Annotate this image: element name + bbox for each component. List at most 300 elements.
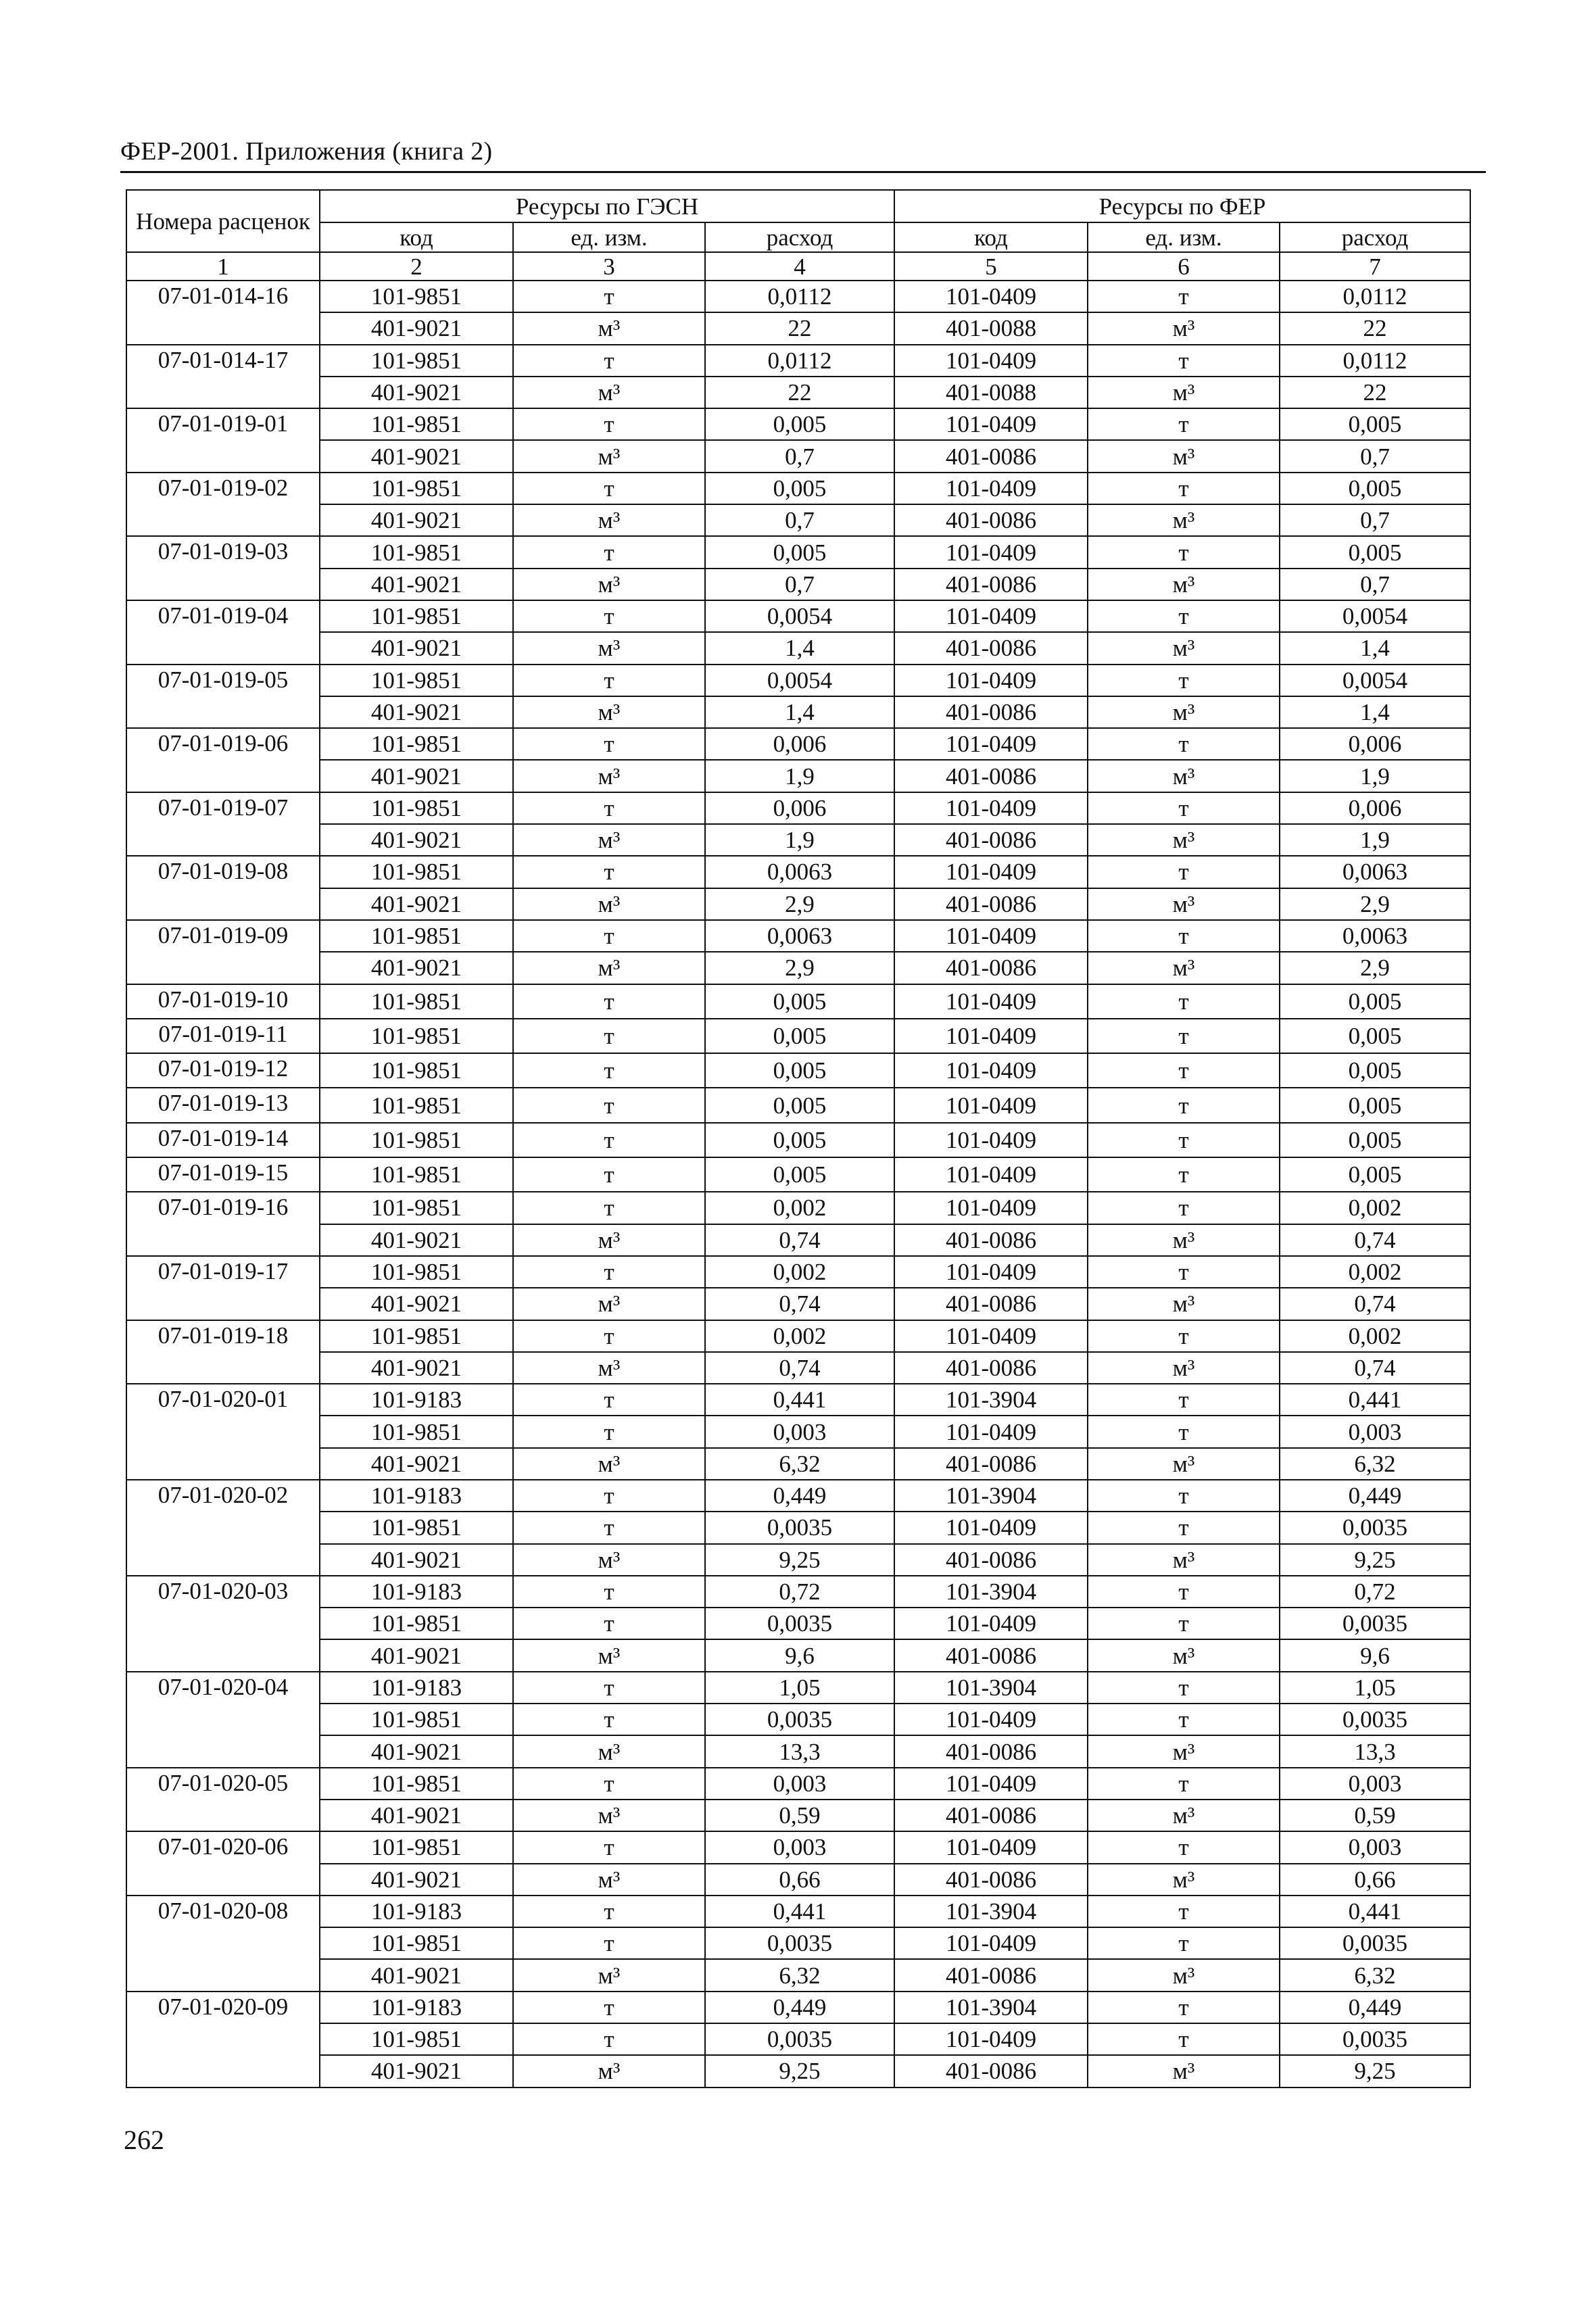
gesn-unit-cell: т	[513, 345, 705, 377]
fer-unit-cell: м³	[1088, 440, 1280, 472]
fer-qty-cell: 0,0063	[1280, 920, 1470, 952]
fer-qty-cell: 22	[1280, 312, 1470, 344]
gesn-qty-cell: 0,0035	[705, 1704, 894, 1735]
table-row	[126, 1256, 1470, 1288]
gesn-unit-cell: т	[513, 1576, 705, 1608]
gesn-code-cell: 101-9183	[320, 1672, 513, 1704]
gesn-unit-cell: т	[513, 281, 705, 312]
table-row	[126, 473, 1470, 504]
gesn-code-cell: 101-9851	[320, 920, 513, 952]
gesn-qty-cell: 0,0112	[705, 345, 894, 377]
fer-code-cell: 401-0086	[894, 952, 1088, 984]
gesn-code-cell: 401-9021	[320, 1352, 513, 1384]
gesn-code-cell: 401-9021	[320, 312, 513, 344]
gesn-qty-cell: 22	[705, 377, 894, 408]
gesn-code-cell: 401-9021	[320, 888, 513, 920]
rate-number-cell: 07-01-019-18	[126, 1320, 320, 1384]
table-row	[126, 1959, 1470, 1991]
fer-qty-cell: 13,3	[1280, 1735, 1470, 1767]
rate-number-cell: 07-01-020-03	[126, 1576, 320, 1672]
gesn-unit-cell: т	[513, 1831, 705, 1863]
fer-qty-cell: 0,74	[1280, 1288, 1470, 1320]
gesn-qty-cell: 0,0035	[705, 1927, 894, 1959]
gesn-unit-cell: м³	[513, 2055, 705, 2087]
fer-code-cell: 101-0409	[894, 536, 1088, 568]
gesn-unit-cell: м³	[513, 1864, 705, 1896]
fer-code-cell: 401-0086	[894, 1448, 1088, 1480]
gesn-code-cell: 401-9021	[320, 1448, 513, 1480]
gesn-unit-cell: т	[513, 1019, 705, 1053]
resources-table	[126, 189, 1471, 2088]
gesn-qty-cell: 0,005	[705, 1088, 894, 1122]
rate-number-cell: 07-01-019-01	[126, 408, 320, 473]
fer-unit-cell: м³	[1088, 760, 1280, 792]
fer-code-cell: 401-0086	[894, 2055, 1088, 2087]
fer-unit-cell: т	[1088, 665, 1280, 696]
gesn-code-cell: 101-9851	[320, 792, 513, 824]
fer-code-cell: 401-0086	[894, 504, 1088, 536]
gesn-unit-cell: т	[513, 856, 705, 888]
gesn-qty-cell: 9,25	[705, 2055, 894, 2087]
col-number: 1	[126, 252, 320, 281]
table-row	[126, 408, 1470, 440]
rate-number-cell: 07-01-019-14	[126, 1123, 320, 1157]
fer-code-cell: 401-0086	[894, 1288, 1088, 1320]
fer-qty-cell: 0,005	[1280, 473, 1470, 504]
gesn-qty-cell: 0,005	[705, 536, 894, 568]
gesn-unit-cell: т	[513, 1157, 705, 1192]
gesn-code-cell: 401-9021	[320, 1735, 513, 1767]
fer-code-cell: 401-0086	[894, 1639, 1088, 1671]
fer-code-cell: 101-0409	[894, 1157, 1088, 1192]
table-row	[126, 440, 1470, 472]
gesn-unit-cell: м³	[513, 1288, 705, 1320]
gesn-unit-cell: м³	[513, 1639, 705, 1671]
gesn-qty-cell: 0,002	[705, 1256, 894, 1288]
fer-code-cell: 401-0088	[894, 312, 1088, 344]
col-header-gesn-code: код	[320, 222, 513, 252]
gesn-code-cell: 101-9851	[320, 2023, 513, 2055]
fer-qty-cell: 9,6	[1280, 1639, 1470, 1671]
rate-number-cell: 07-01-019-02	[126, 473, 320, 537]
fer-code-cell: 401-0086	[894, 1735, 1088, 1767]
gesn-unit-cell: т	[513, 728, 705, 760]
fer-qty-cell: 0,006	[1280, 728, 1470, 760]
fer-unit-cell: т	[1088, 1480, 1280, 1512]
gesn-code-cell: 101-9851	[320, 408, 513, 440]
fer-code-cell: 101-0409	[894, 1927, 1088, 1959]
fer-unit-cell: м³	[1088, 1224, 1280, 1256]
table-row	[126, 1053, 1470, 1088]
fer-qty-cell: 0,66	[1280, 1864, 1470, 1896]
group-header-fer: Ресурсы по ФЕР	[894, 190, 1470, 222]
gesn-qty-cell: 1,4	[705, 632, 894, 664]
gesn-code-cell: 101-9851	[320, 1608, 513, 1639]
fer-code-cell: 401-0086	[894, 1959, 1088, 1991]
fer-unit-cell: м³	[1088, 632, 1280, 664]
rate-number-cell: 07-01-019-06	[126, 728, 320, 792]
fer-qty-cell: 0,0035	[1280, 1927, 1470, 1959]
rate-number-cell: 07-01-019-12	[126, 1053, 320, 1088]
gesn-code-cell: 101-9851	[320, 1320, 513, 1352]
gesn-qty-cell: 6,32	[705, 1959, 894, 1991]
table-row	[126, 984, 1470, 1019]
gesn-code-cell: 101-9851	[320, 984, 513, 1019]
fer-code-cell: 101-0409	[894, 1053, 1088, 1088]
gesn-unit-cell: м³	[513, 1959, 705, 1991]
fer-qty-cell: 1,4	[1280, 696, 1470, 728]
gesn-code-cell: 401-9021	[320, 1288, 513, 1320]
table-row	[126, 1544, 1470, 1576]
fer-unit-cell: м³	[1088, 824, 1280, 856]
fer-qty-cell: 0,002	[1280, 1256, 1470, 1288]
table-row	[126, 1320, 1470, 1352]
fer-code-cell: 101-0409	[894, 792, 1088, 824]
table-row	[126, 1224, 1470, 1256]
fer-qty-cell: 1,4	[1280, 632, 1470, 664]
fer-unit-cell: т	[1088, 792, 1280, 824]
fer-qty-cell: 0,003	[1280, 1831, 1470, 1863]
gesn-unit-cell: т	[513, 1768, 705, 1800]
fer-unit-cell: т	[1088, 345, 1280, 377]
fer-qty-cell: 0,0112	[1280, 281, 1470, 312]
gesn-code-cell: 101-9851	[320, 1704, 513, 1735]
fer-unit-cell: т	[1088, 1192, 1280, 1224]
gesn-unit-cell: м³	[513, 377, 705, 408]
fer-code-cell: 101-0409	[894, 984, 1088, 1019]
gesn-unit-cell: м³	[513, 888, 705, 920]
table-row	[126, 1384, 1470, 1416]
fer-unit-cell: т	[1088, 1384, 1280, 1416]
gesn-code-cell: 401-9021	[320, 1639, 513, 1671]
gesn-code-cell: 101-9851	[320, 345, 513, 377]
gesn-unit-cell: т	[513, 1192, 705, 1224]
fer-qty-cell: 0,7	[1280, 504, 1470, 536]
fer-code-cell: 101-0409	[894, 1831, 1088, 1863]
gesn-qty-cell: 0,0063	[705, 856, 894, 888]
table-row	[126, 536, 1470, 568]
gesn-code-cell: 101-9851	[320, 1123, 513, 1157]
table-row	[126, 632, 1470, 664]
fer-unit-cell: м³	[1088, 888, 1280, 920]
gesn-code-cell: 101-9183	[320, 1480, 513, 1512]
table-row	[126, 952, 1470, 984]
table-row	[126, 1704, 1470, 1735]
rate-number-cell: 07-01-019-08	[126, 856, 320, 920]
fer-code-cell: 101-0409	[894, 1019, 1088, 1053]
fer-code-cell: 101-3904	[894, 1384, 1088, 1416]
fer-qty-cell: 0,0054	[1280, 600, 1470, 632]
page-header-title: ФЕР-2001. Приложения (книга 2)	[120, 137, 493, 166]
gesn-unit-cell: т	[513, 1672, 705, 1704]
table-row	[126, 1192, 1470, 1224]
fer-unit-cell: м³	[1088, 377, 1280, 408]
gesn-qty-cell: 0,0063	[705, 920, 894, 952]
gesn-code-cell: 101-9851	[320, 281, 513, 312]
fer-unit-cell: м³	[1088, 312, 1280, 344]
fer-qty-cell: 0,0112	[1280, 345, 1470, 377]
gesn-unit-cell: т	[513, 1608, 705, 1639]
fer-qty-cell: 22	[1280, 377, 1470, 408]
rate-number-cell: 07-01-019-10	[126, 984, 320, 1019]
table-row	[126, 1831, 1470, 1863]
gesn-code-cell: 101-9851	[320, 1192, 513, 1224]
fer-unit-cell: м³	[1088, 504, 1280, 536]
fer-code-cell: 401-0086	[894, 632, 1088, 664]
fer-code-cell: 401-0086	[894, 569, 1088, 600]
table-row	[126, 1672, 1470, 1704]
rate-number-cell: 07-01-020-01	[126, 1384, 320, 1480]
fer-unit-cell: м³	[1088, 1448, 1280, 1480]
rate-number-cell: 07-01-020-06	[126, 1831, 320, 1896]
fer-unit-cell: м³	[1088, 1352, 1280, 1384]
rate-number-cell: 07-01-019-16	[126, 1192, 320, 1256]
fer-qty-cell: 0,003	[1280, 1416, 1470, 1447]
table-row	[126, 1639, 1470, 1671]
fer-code-cell: 401-0086	[894, 1544, 1088, 1576]
table-row	[126, 1288, 1470, 1320]
gesn-unit-cell: т	[513, 1123, 705, 1157]
gesn-qty-cell: 0,59	[705, 1800, 894, 1831]
gesn-qty-cell: 0,005	[705, 1053, 894, 1088]
table-row	[126, 1352, 1470, 1384]
gesn-qty-cell: 0,002	[705, 1320, 894, 1352]
fer-code-cell: 101-0409	[894, 2023, 1088, 2055]
fer-unit-cell: м³	[1088, 1800, 1280, 1831]
fer-qty-cell: 0,449	[1280, 1992, 1470, 2023]
gesn-code-cell: 101-9851	[320, 473, 513, 504]
gesn-qty-cell: 1,9	[705, 760, 894, 792]
fer-qty-cell: 6,32	[1280, 1448, 1470, 1480]
gesn-code-cell: 101-9183	[320, 1992, 513, 2023]
fer-qty-cell: 0,005	[1280, 1053, 1470, 1088]
gesn-qty-cell: 2,9	[705, 888, 894, 920]
col-number: 2	[320, 252, 513, 281]
gesn-qty-cell: 0,7	[705, 569, 894, 600]
gesn-qty-cell: 9,25	[705, 1544, 894, 1576]
rate-number-cell: 07-01-019-05	[126, 665, 320, 729]
fer-unit-cell: т	[1088, 473, 1280, 504]
gesn-code-cell: 101-9851	[320, 728, 513, 760]
rate-number-cell: 07-01-019-15	[126, 1157, 320, 1192]
rate-number-cell: 07-01-019-17	[126, 1256, 320, 1320]
gesn-code-cell: 401-9021	[320, 1864, 513, 1896]
fer-code-cell: 101-3904	[894, 1896, 1088, 1927]
fer-code-cell: 101-0409	[894, 856, 1088, 888]
gesn-unit-cell: м³	[513, 1448, 705, 1480]
gesn-qty-cell: 1,4	[705, 696, 894, 728]
fer-unit-cell: т	[1088, 1416, 1280, 1447]
col-header-fer-code: код	[894, 222, 1088, 252]
rate-number-cell: 07-01-019-03	[126, 536, 320, 600]
gesn-unit-cell: т	[513, 2023, 705, 2055]
gesn-qty-cell: 0,0054	[705, 665, 894, 696]
col-header-fer-qty: расход	[1280, 222, 1470, 252]
group-header-gesn: Ресурсы по ГЭСН	[320, 190, 894, 222]
gesn-qty-cell: 0,003	[705, 1416, 894, 1447]
header-rule	[120, 171, 1486, 173]
fer-code-cell: 101-3904	[894, 1992, 1088, 2023]
rate-number-cell: 07-01-019-07	[126, 792, 320, 857]
fer-qty-cell: 1,9	[1280, 760, 1470, 792]
gesn-qty-cell: 0,005	[705, 473, 894, 504]
fer-unit-cell: т	[1088, 1512, 1280, 1543]
rate-number-cell: 07-01-020-04	[126, 1672, 320, 1768]
gesn-code-cell: 101-9851	[320, 1831, 513, 1863]
gesn-qty-cell: 0,006	[705, 792, 894, 824]
fer-unit-cell: м³	[1088, 1288, 1280, 1320]
table-row	[126, 696, 1470, 728]
table-row	[126, 1735, 1470, 1767]
fer-code-cell: 101-0409	[894, 1256, 1088, 1288]
rate-number-cell: 07-01-019-04	[126, 600, 320, 665]
gesn-qty-cell: 0,005	[705, 1123, 894, 1157]
gesn-qty-cell: 0,449	[705, 1992, 894, 2023]
gesn-unit-cell: т	[513, 984, 705, 1019]
fer-code-cell: 101-0409	[894, 665, 1088, 696]
fer-qty-cell: 0,7	[1280, 569, 1470, 600]
table-row	[126, 569, 1470, 600]
table-row	[126, 377, 1470, 408]
gesn-code-cell: 101-9851	[320, 536, 513, 568]
fer-code-cell: 101-0409	[894, 1192, 1088, 1224]
fer-qty-cell: 2,9	[1280, 952, 1470, 984]
col-header-rate: Номера расценок	[126, 190, 320, 252]
table-row	[126, 2023, 1470, 2055]
gesn-code-cell: 401-9021	[320, 632, 513, 664]
gesn-qty-cell: 0,66	[705, 1864, 894, 1896]
table-row	[126, 760, 1470, 792]
page-number: 262	[124, 2125, 164, 2155]
gesn-code-cell: 401-9021	[320, 504, 513, 536]
gesn-unit-cell: м³	[513, 1224, 705, 1256]
table-row	[126, 856, 1470, 888]
gesn-unit-cell: т	[513, 1992, 705, 2023]
table-row	[126, 1480, 1470, 1512]
fer-code-cell: 401-0086	[894, 696, 1088, 728]
col-number: 3	[513, 252, 705, 281]
fer-qty-cell: 0,005	[1280, 984, 1470, 1019]
fer-unit-cell: т	[1088, 1019, 1280, 1053]
fer-unit-cell: т	[1088, 1256, 1280, 1288]
gesn-qty-cell: 22	[705, 312, 894, 344]
fer-code-cell: 401-0086	[894, 440, 1088, 472]
fer-qty-cell: 2,9	[1280, 888, 1470, 920]
gesn-code-cell: 101-9851	[320, 1927, 513, 1959]
fer-unit-cell: м³	[1088, 1959, 1280, 1991]
fer-qty-cell: 0,006	[1280, 792, 1470, 824]
gesn-qty-cell: 0,74	[705, 1352, 894, 1384]
gesn-qty-cell: 1,9	[705, 824, 894, 856]
gesn-unit-cell: т	[513, 1416, 705, 1447]
gesn-unit-cell: т	[513, 600, 705, 632]
fer-code-cell: 101-0409	[894, 1704, 1088, 1735]
fer-code-cell: 101-0409	[894, 728, 1088, 760]
table-row	[126, 1896, 1470, 1927]
fer-unit-cell: т	[1088, 2023, 1280, 2055]
gesn-code-cell: 401-9021	[320, 824, 513, 856]
table-row	[126, 1608, 1470, 1639]
gesn-unit-cell: м³	[513, 1735, 705, 1767]
fer-code-cell: 101-0409	[894, 600, 1088, 632]
gesn-unit-cell: м³	[513, 696, 705, 728]
fer-code-cell: 101-0409	[894, 1320, 1088, 1352]
fer-unit-cell: т	[1088, 1672, 1280, 1704]
fer-qty-cell: 0,0035	[1280, 1512, 1470, 1543]
table-row	[126, 1992, 1470, 2023]
fer-unit-cell: т	[1088, 1927, 1280, 1959]
fer-qty-cell: 0,0054	[1280, 665, 1470, 696]
table-body	[126, 281, 1470, 2088]
gesn-code-cell: 401-9021	[320, 440, 513, 472]
gesn-unit-cell: м³	[513, 1800, 705, 1831]
gesn-qty-cell: 0,441	[705, 1896, 894, 1927]
fer-code-cell: 401-0086	[894, 1800, 1088, 1831]
fer-qty-cell: 0,005	[1280, 408, 1470, 440]
gesn-code-cell: 401-9021	[320, 952, 513, 984]
rate-number-cell: 07-01-019-13	[126, 1088, 320, 1122]
fer-qty-cell: 0,003	[1280, 1768, 1470, 1800]
fer-code-cell: 101-0409	[894, 1512, 1088, 1543]
rate-number-cell: 07-01-014-17	[126, 345, 320, 409]
gesn-code-cell: 101-9183	[320, 1896, 513, 1927]
fer-unit-cell: т	[1088, 1088, 1280, 1122]
table-header	[126, 190, 1470, 281]
gesn-unit-cell: т	[513, 1896, 705, 1927]
gesn-qty-cell: 0,72	[705, 1576, 894, 1608]
gesn-code-cell: 401-9021	[320, 696, 513, 728]
fer-code-cell: 101-0409	[894, 473, 1088, 504]
table-row	[126, 1088, 1470, 1122]
table-row	[126, 728, 1470, 760]
fer-unit-cell: м³	[1088, 2055, 1280, 2087]
table-row	[126, 1512, 1470, 1543]
fer-code-cell: 101-3904	[894, 1576, 1088, 1608]
rate-number-cell: 07-01-019-09	[126, 920, 320, 984]
col-number: 6	[1088, 252, 1280, 281]
fer-unit-cell: т	[1088, 856, 1280, 888]
fer-unit-cell: т	[1088, 1123, 1280, 1157]
rate-number-cell: 07-01-020-09	[126, 1992, 320, 2088]
fer-code-cell: 401-0086	[894, 1864, 1088, 1896]
fer-qty-cell: 0,005	[1280, 1019, 1470, 1053]
table-row	[126, 1019, 1470, 1053]
gesn-unit-cell: м³	[513, 440, 705, 472]
gesn-unit-cell: м³	[513, 760, 705, 792]
fer-unit-cell: т	[1088, 1157, 1280, 1192]
gesn-code-cell: 101-9851	[320, 856, 513, 888]
gesn-qty-cell: 0,0035	[705, 1512, 894, 1543]
gesn-qty-cell: 0,441	[705, 1384, 894, 1416]
fer-qty-cell: 0,0035	[1280, 2023, 1470, 2055]
fer-code-cell: 101-0409	[894, 1416, 1088, 1447]
table-row	[126, 2055, 1470, 2087]
gesn-code-cell: 401-9021	[320, 569, 513, 600]
gesn-unit-cell: т	[513, 665, 705, 696]
fer-unit-cell: т	[1088, 1053, 1280, 1088]
page-header	[120, 132, 1486, 173]
fer-qty-cell: 0,0063	[1280, 856, 1470, 888]
fer-unit-cell: т	[1088, 1896, 1280, 1927]
table-row	[126, 600, 1470, 632]
table-row	[126, 345, 1470, 377]
fer-qty-cell: 0,59	[1280, 1800, 1470, 1831]
fer-unit-cell: т	[1088, 1831, 1280, 1863]
fer-qty-cell: 1,9	[1280, 824, 1470, 856]
fer-qty-cell: 0,74	[1280, 1352, 1470, 1384]
gesn-unit-cell: м³	[513, 632, 705, 664]
gesn-code-cell: 401-9021	[320, 2055, 513, 2087]
